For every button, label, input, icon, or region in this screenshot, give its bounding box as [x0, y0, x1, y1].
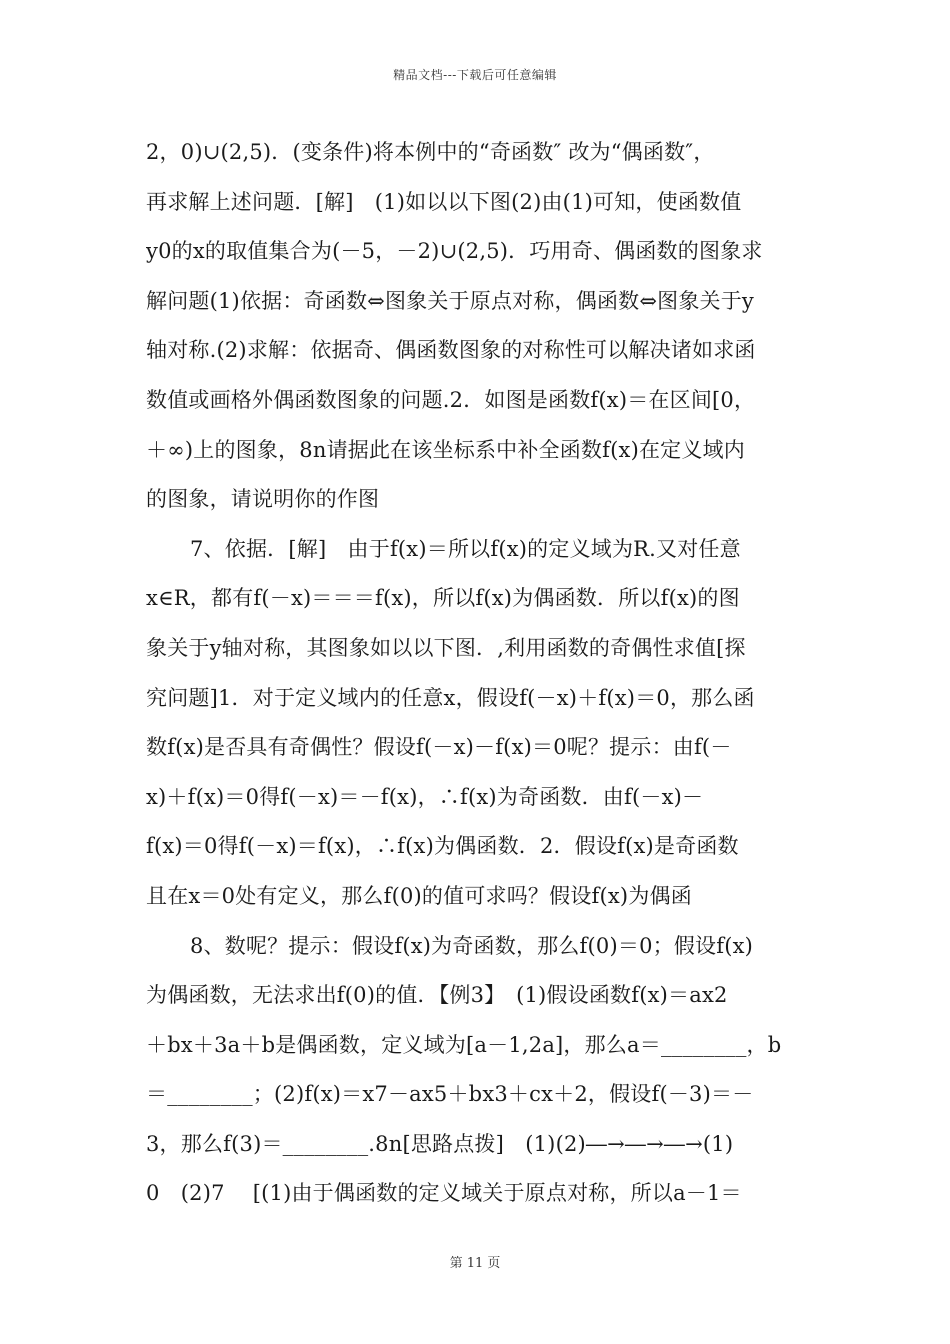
text-line: 且在x＝0处有定义，那么f(0)的值可求吗？假设f(x)为偶函 [146, 883, 692, 908]
text-line: 轴对称.(2)求解：依据奇、偶函数图象的对称性可以解决诸如求函 [146, 338, 756, 363]
text-line: ＋∞)上的图象，8n请据此在该坐标系中补全函数f(x)在定义域内 [146, 437, 745, 462]
text-line: 3，那么f(3)＝________.8n[思路点拨] (1)(2)―→―→―→(1) [146, 1131, 734, 1156]
text-line: x∈R，都有f(－x)＝＝＝f(x)，所以f(x)为偶函数．所以f(x)的图 [146, 586, 740, 611]
text-line: 0 (2)7 [(1)由于偶函数的定义域关于原点对称，所以a－1＝ [146, 1181, 742, 1206]
text-line: ＋bx＋3a＋b是偶函数，定义域为[a－1,2a]，那么a＝________，b [146, 1032, 782, 1057]
text-line: 数f(x)是否具有奇偶性？假设f(－x)－f(x)＝0呢？提示：由f(－ [146, 735, 732, 760]
text-line: 解问题(1)依据：奇函数⇔图象关于原点对称，偶函数⇔图象关于y [146, 288, 754, 313]
text-line: x)＋f(x)＝0得f(－x)＝－f(x)，∴f(x)为奇函数．由f(－x)－ [146, 784, 704, 809]
page-header: 精品文档---下载后可任意编辑 [393, 68, 557, 82]
text-line: 数值或画格外偶函数图象的问题.2．如图是函数f(x)＝在区间[0， [146, 387, 756, 412]
paragraph-1 [146, 128, 810, 525]
text-line: y0的x的取值集合为(－5，－2)∪(2,5)．巧用奇、偶函数的图象求 [146, 239, 763, 264]
paragraph-3 [146, 922, 810, 1220]
text-line: 象关于y轴对称，其图象如以以下图．,利用函数的奇偶性求值[探 [146, 635, 746, 660]
text-line: 8、数呢？提示：假设f(x)为奇函数，那么f(0)＝0；假设f(x) [190, 933, 754, 958]
text-line: 的图象，请说明你的作图 [146, 487, 380, 512]
page-number: 第 11 页 [449, 1256, 501, 1271]
text-line: 再求解上述问题．[解] (1)如以以下图(2)由(1)可知，使函数值 [146, 189, 742, 214]
document-body [146, 128, 810, 1219]
paragraph-2 [146, 525, 810, 922]
text-line: 为偶函数，无法求出f(0)的值．【例3】 (1)假设函数f(x)＝ax2 [146, 983, 728, 1008]
text-line: 7、依据．[解] 由于f(x)＝所以f(x)的定义域为R.又对任意 [190, 536, 741, 561]
text-line: 2，0)∪(2,5)．(变条件)将本例中的“奇函数″ 改为“偶函数″， [146, 140, 715, 164]
text-line: 究问题]1．对于定义域内的任意x，假设f(－x)＋f(x)＝0，那么函 [146, 685, 755, 710]
text-line: ＝________；(2)f(x)＝x7－ax5＋bx3＋cx＋2，假设f(－3)＝－ [146, 1082, 754, 1107]
text-line: f(x)＝0得f(－x)＝f(x)，∴f(x)为偶函数．2．假设f(x)是奇函数 [146, 834, 739, 859]
